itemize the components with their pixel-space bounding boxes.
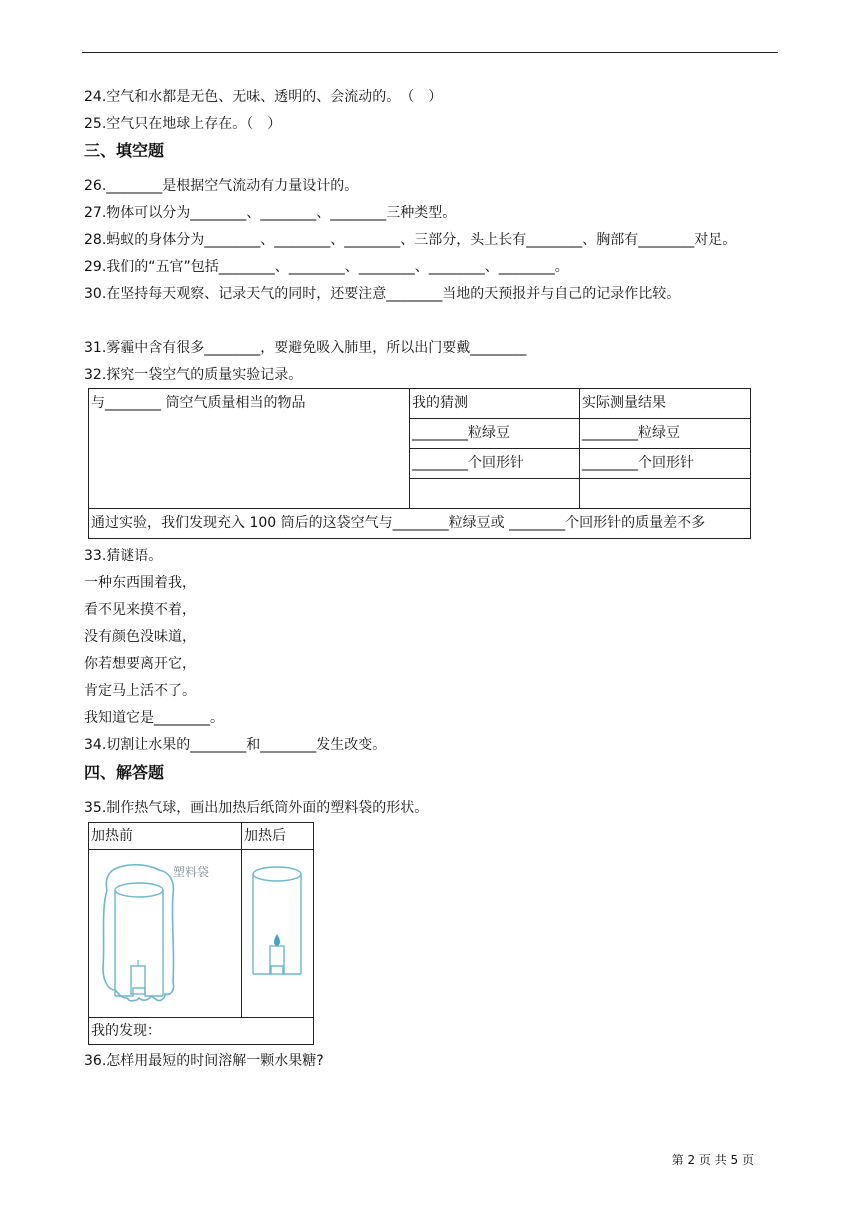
plastic-bag-label: 塑料袋 <box>173 865 210 879</box>
section-3-heading: 三、填空题 <box>84 141 165 160</box>
result-clips-cell: ________个回形针 <box>580 449 751 479</box>
question-33: 33.猜谜语。 <box>84 548 163 564</box>
riddle-line-1: 一种东西围着我， <box>84 575 196 591</box>
question-24: 24.空气和水都是无色、无味、透明的、会流动的。 （ ） <box>84 89 443 105</box>
guess-beans-cell: ________粒绿豆 <box>410 419 580 449</box>
guess-clips-cell: ________个回形针 <box>410 449 580 479</box>
heated-tube-bottom-notch <box>253 966 301 974</box>
riddle-line-3: 没有颜色没味道， <box>84 629 196 645</box>
riddle-line-4: 你若想要离开它， <box>84 656 196 672</box>
tube-heated-figure <box>242 850 312 1008</box>
air-mass-record-table <box>88 388 751 539</box>
riddle-line-5: 肯定马上活不了。 <box>84 683 196 699</box>
header-rule <box>82 52 778 53</box>
section-4-heading: 四、解答题 <box>84 763 165 782</box>
before-heating-header: 加热前 <box>89 823 242 850</box>
question-29: 29.我们的“五官”包括________、________、________、________、________。 <box>84 259 569 275</box>
equivalent-item-cell: 与________ 筒空气质量相当的物品 <box>89 389 410 509</box>
candle-flame-icon <box>274 934 280 946</box>
result-header: 实际测量结果 <box>580 389 751 419</box>
hot-air-balloon-table <box>88 822 314 1045</box>
question-30: 30.在坚持每天观察、记录天气的同时，还要注意________当地的天预报并与自己的记录作比较。 <box>84 286 681 302</box>
page-number-footer: 第 2 页 共 5 页 <box>671 1153 754 1167</box>
heated-candle <box>270 946 284 974</box>
result-beans-cell: ________粒绿豆 <box>580 419 751 449</box>
heated-tube-top-ellipse <box>253 867 301 881</box>
question-31: 31.雾霾中含有很多________，要避免吸入肺里，所以出门要戴________ <box>84 340 527 356</box>
question-32: 32.探究一袋空气的质量实验记录。 <box>84 367 303 383</box>
question-28: 28.蚂蚁的身体分为________、________、________、三部分，头上长有________、胸部有________对足。 <box>84 232 737 248</box>
question-27: 27.物体可以分为________、________、________三种类型。 <box>84 205 457 221</box>
riddle-line-2: 看不见来摸不着， <box>84 602 196 618</box>
question-26: 26.________是根据空气流动有力量设计的。 <box>84 178 359 194</box>
guess-header: 我的猜测 <box>410 389 580 419</box>
riddle-answer: 我知道它是________。 <box>84 710 224 726</box>
before-heating-drawing <box>89 850 242 1018</box>
tube-with-bag-figure <box>89 850 241 1008</box>
question-34: 34.切割让水果的________和________发生改变。 <box>84 737 387 753</box>
question-35: 35.制作热气球，画出加热后纸筒外面的塑料袋的形状。 <box>84 800 429 816</box>
after-heating-header: 加热后 <box>242 823 314 850</box>
after-heating-drawing <box>242 850 314 1018</box>
question-36: 36.怎样用最短的时间溶解一颗水果糖? <box>84 1053 324 1069</box>
conclusion-cell: 通过实验，我们发现充入 100 筒后的这袋空气与________粒绿豆或 ________个回形针的质量差不多 <box>89 509 751 539</box>
result-empty-cell <box>580 479 751 509</box>
tube-top-ellipse <box>115 883 163 897</box>
question-25: 25.空气只在地球上存在。（ ） <box>84 116 282 132</box>
tube-bottom-notch <box>115 988 163 996</box>
guess-empty-cell <box>410 479 580 509</box>
finding-cell: 我的发现： <box>89 1018 314 1045</box>
